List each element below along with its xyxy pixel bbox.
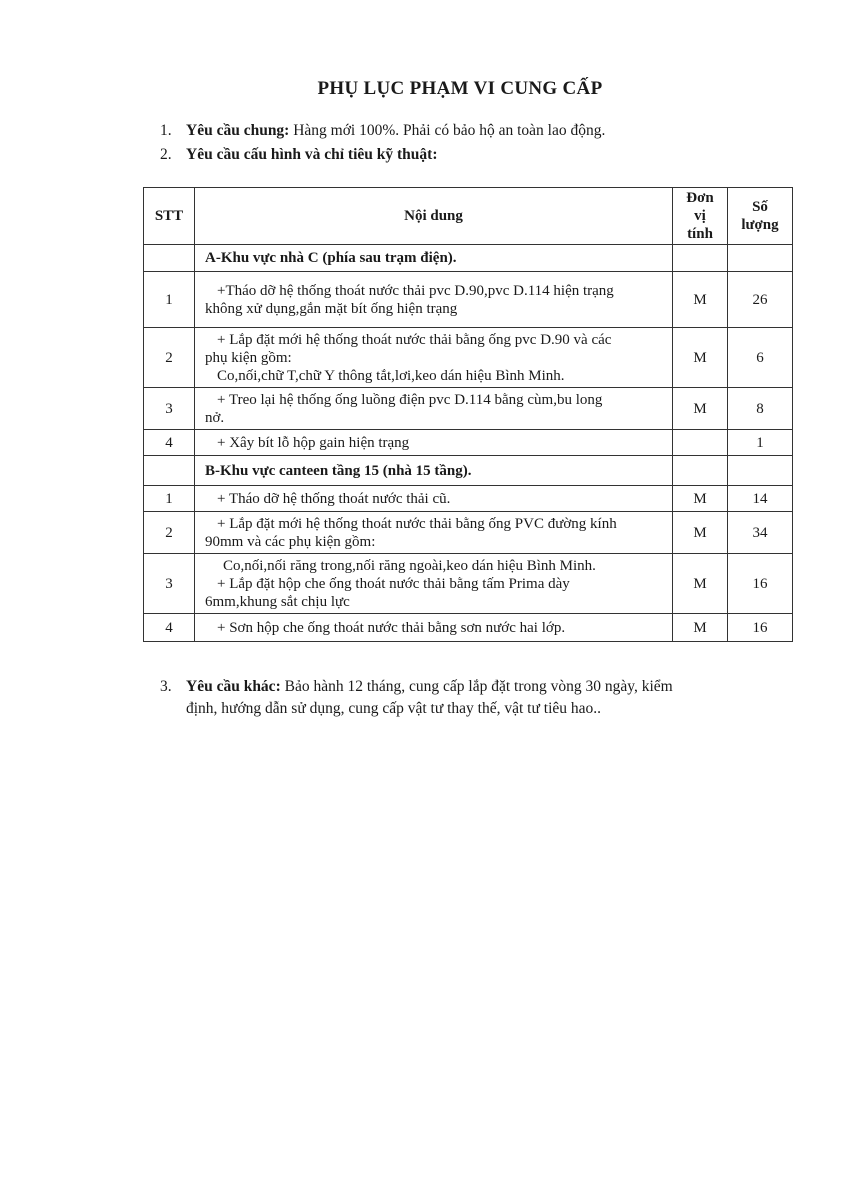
row-unit: M [673, 328, 728, 388]
row-content [195, 554, 673, 614]
row-stt: 1 [144, 272, 195, 328]
row-stt: 2 [144, 328, 195, 388]
section-stt-cell [144, 456, 195, 486]
section-a-title: A-Khu vực nhà C (phía sau trạm điện). [195, 245, 673, 272]
section-qty-cell [728, 245, 793, 272]
content-line: + Tháo dỡ hệ thống thoát nước thải cũ. [217, 490, 451, 507]
content-line: + Sơn hộp che ống thoát nước thải bằng sơn nước hai lớp. [217, 619, 566, 636]
row-unit: M [673, 272, 728, 328]
table-row [144, 554, 793, 614]
row-unit [673, 430, 728, 456]
section-unit-cell [673, 245, 728, 272]
content-line: Co,nối,chữ T,chữ Y thông tắt,lơi,keo dán hiệu Bình Minh. [217, 367, 565, 384]
row-content [195, 512, 673, 554]
row-stt: 4 [144, 430, 195, 456]
content-line: + Lắp đặt mới hệ thống thoát nước thải bằng ống PVC đường kính [217, 515, 617, 532]
row-quantity: 6 [728, 328, 793, 388]
header-quantity-line: lượng [741, 217, 779, 233]
header-unit [673, 188, 728, 245]
requirement-number: 1. [160, 122, 172, 139]
requirement-label: Yêu cầu cấu hình và chỉ tiêu kỹ thuật: [186, 146, 438, 163]
row-content [195, 328, 673, 388]
content-line: nở. [205, 409, 225, 426]
row-unit: M [673, 486, 728, 512]
header-unit-line: tính [687, 226, 713, 242]
content-line: 90mm và các phụ kiện gồm: [205, 533, 376, 550]
table-row [144, 614, 793, 642]
table-row [144, 388, 793, 430]
table-row [144, 430, 793, 456]
row-unit: M [673, 512, 728, 554]
content-line: Co,nối,nối răng trong,nối răng ngoài,keo dán hiệu Bình Minh. [223, 557, 596, 574]
header-content: Nội dung [195, 188, 673, 245]
requirement-text: Hàng mới 100%. Phải có bảo hộ an toàn lao động. [289, 122, 606, 139]
table-header-row [144, 188, 793, 245]
requirement-technical [160, 144, 437, 166]
requirement-other [160, 676, 800, 720]
row-quantity: 8 [728, 388, 793, 430]
row-content [195, 272, 673, 328]
scope-table [143, 187, 793, 642]
content-line: + Lắp đặt mới hệ thống thoát nước thải bằng ống pvc D.90 và các [217, 331, 612, 348]
content-line: + Treo lại hệ thống ống luồng điện pvc D.114 bằng cùm,bu long [217, 391, 603, 408]
row-quantity: 34 [728, 512, 793, 554]
row-content [195, 430, 673, 456]
table-row [144, 272, 793, 328]
section-row [144, 245, 793, 272]
row-content [195, 388, 673, 430]
header-quantity [728, 188, 793, 245]
requirement-number: 3. [160, 678, 172, 695]
page-title: PHỤ LỤC PHẠM VI CUNG CẤP [317, 78, 603, 99]
section-unit-cell [673, 456, 728, 486]
section-row [144, 456, 793, 486]
row-content [195, 614, 673, 642]
content-line: 6mm,khung sắt chịu lực [205, 593, 350, 610]
section-stt-cell [144, 245, 195, 272]
header-stt: STT [144, 188, 195, 245]
row-unit: M [673, 614, 728, 642]
header-unit-line: vị [694, 208, 706, 224]
table-row [144, 328, 793, 388]
row-unit: M [673, 388, 728, 430]
row-unit: M [673, 554, 728, 614]
row-stt: 3 [144, 554, 195, 614]
content-line: +Tháo dỡ hệ thống thoát nước thải pvc D.90,pvc D.114 hiện trạng [217, 282, 614, 299]
row-quantity: 1 [728, 430, 793, 456]
row-content [195, 486, 673, 512]
requirement-text-continued: định, hướng dẫn sử dụng, cung cấp vật tư thay thế, vật tư tiêu hao.. [186, 700, 602, 717]
table-row [144, 486, 793, 512]
table-row [144, 512, 793, 554]
section-b-title: B-Khu vực canteen tầng 15 (nhà 15 tầng). [195, 456, 673, 486]
content-line: + Lắp đặt hộp che ống thoát nước thải bằng tấm Prima dày [217, 575, 570, 592]
content-line: phụ kiện gồm: [205, 349, 292, 366]
row-stt: 1 [144, 486, 195, 512]
header-unit-line: Đơn [686, 190, 714, 206]
row-stt: 4 [144, 614, 195, 642]
row-quantity: 14 [728, 486, 793, 512]
requirement-label: Yêu cầu chung: [186, 122, 290, 139]
row-quantity: 16 [728, 614, 793, 642]
row-stt: 3 [144, 388, 195, 430]
header-quantity-line: Số [752, 199, 768, 215]
requirement-label: Yêu cầu khác: [186, 678, 281, 695]
row-quantity: 16 [728, 554, 793, 614]
requirement-general [160, 120, 605, 142]
row-stt: 2 [144, 512, 195, 554]
content-line: + Xây bít lỗ hộp gain hiện trạng [217, 434, 410, 451]
row-quantity: 26 [728, 272, 793, 328]
section-qty-cell [728, 456, 793, 486]
content-line: không xử dụng,gắn mặt bít ống hiện trạng [205, 300, 458, 317]
requirement-text: Bảo hành 12 tháng, cung cấp lắp đặt trong vòng 30 ngày, kiểm [280, 678, 673, 695]
requirement-number: 2. [160, 146, 172, 163]
